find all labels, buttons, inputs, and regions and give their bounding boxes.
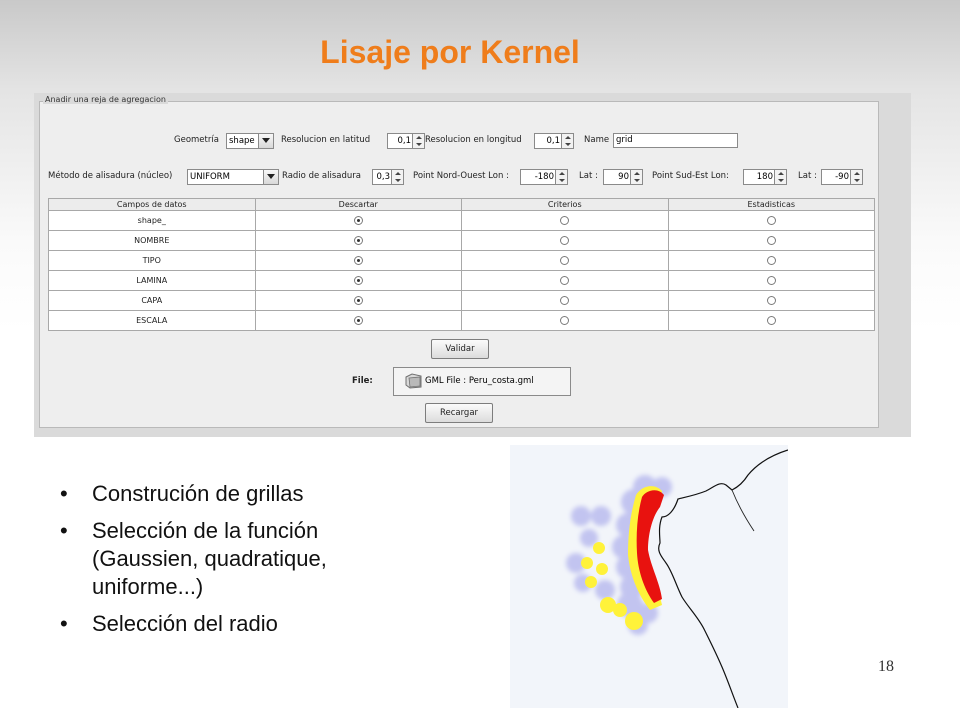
res-lat-value: 0,1 (397, 136, 411, 146)
border-line (732, 490, 754, 531)
metodo-select[interactable] (187, 169, 279, 185)
estadisticas-radio[interactable] (767, 236, 776, 245)
spinner-arrows-icon[interactable] (850, 170, 862, 184)
validar-button[interactable]: Validar (431, 339, 489, 359)
se-lon-value: 180 (756, 172, 773, 182)
res-lat-spinner[interactable] (387, 133, 425, 149)
geometria-value: shape (229, 136, 255, 146)
field-name-cell: TIPO (49, 251, 256, 271)
field-name-cell: CAPA (49, 291, 256, 311)
spinner-arrows-icon[interactable] (391, 170, 403, 184)
res-lon-value: 0,1 (546, 136, 560, 146)
aggregation-grid-panel (34, 93, 911, 437)
se-lon-spinner[interactable] (743, 169, 787, 185)
estadisticas-radio[interactable] (767, 216, 776, 225)
criterios-radio[interactable] (560, 256, 569, 265)
res-lon-label: Resolucion en longitud (425, 135, 522, 145)
geometria-label: Geometría (174, 135, 219, 145)
metodo-label: Método de alisadura (núcleo) (48, 171, 173, 181)
estadisticas-radio[interactable] (767, 296, 776, 305)
estadisticas-radio[interactable] (767, 276, 776, 285)
nw-lat-value: 90 (618, 172, 629, 182)
descartar-radio[interactable] (354, 236, 363, 245)
file-value: GML File : Peru_costa.gml (425, 376, 534, 386)
name-label: Name (584, 135, 610, 145)
page-number: 18 (878, 658, 894, 675)
nw-lat-spinner[interactable] (603, 169, 643, 185)
criterios-radio[interactable] (560, 216, 569, 225)
chevron-down-icon[interactable] (258, 134, 273, 148)
table-row (49, 211, 875, 231)
spinner-arrows-icon[interactable] (412, 134, 424, 148)
table-row (49, 311, 875, 331)
nw-lon-spinner[interactable] (520, 169, 568, 185)
se-lat-spinner[interactable] (821, 169, 863, 185)
bullet-item: • Construción de grillas (60, 480, 420, 508)
kernel-map (510, 445, 788, 708)
column-header[interactable]: Criterios (462, 199, 669, 211)
estadisticas-radio[interactable] (767, 316, 776, 325)
folder-icon (405, 373, 423, 389)
column-header[interactable]: Estadisticas (668, 199, 875, 211)
field-name-cell: NOMBRE (49, 231, 256, 251)
descartar-radio[interactable] (354, 216, 363, 225)
bullet-list (60, 480, 420, 647)
file-label: File: (352, 376, 373, 386)
nw-lon-label: Point Nord-Ouest Lon : (413, 171, 509, 181)
se-lat-label: Lat : (798, 171, 817, 181)
column-header[interactable]: Descartar (255, 199, 462, 211)
peru-coast-density-map (510, 445, 788, 708)
estadisticas-radio[interactable] (767, 256, 776, 265)
nw-lon-value: -180 (534, 172, 554, 182)
radio-spinner[interactable] (372, 169, 404, 185)
descartar-radio[interactable] (354, 316, 363, 325)
table-header-row (49, 199, 875, 211)
table-row (49, 291, 875, 311)
column-header[interactable]: Campos de datos (49, 199, 256, 211)
file-chooser-button[interactable] (393, 367, 571, 396)
descartar-radio[interactable] (354, 276, 363, 285)
nw-lat-label: Lat : (579, 171, 598, 181)
criterios-radio[interactable] (560, 316, 569, 325)
criterios-radio[interactable] (560, 236, 569, 245)
metodo-value: UNIFORM (190, 172, 230, 182)
spinner-arrows-icon[interactable] (555, 170, 567, 184)
name-input[interactable]: grid (613, 133, 738, 148)
se-lon-label: Point Sud-Est Lon: (652, 171, 729, 181)
fieldset-legend: Anadir una reja de agregacion (45, 95, 166, 104)
res-lat-label: Resolucion en latitud (281, 135, 371, 145)
coastline (659, 450, 788, 708)
fields-table (48, 198, 875, 331)
descartar-radio[interactable] (354, 256, 363, 265)
descartar-radio[interactable] (354, 296, 363, 305)
bullet-item: • Selección del radio (60, 610, 420, 638)
recargar-button[interactable]: Recargar (425, 403, 493, 423)
spinner-arrows-icon[interactable] (630, 170, 642, 184)
radio-value: 0,3 (376, 172, 390, 182)
spinner-arrows-icon[interactable] (774, 170, 786, 184)
table-row (49, 271, 875, 291)
field-name-cell: ESCALA (49, 311, 256, 331)
geometria-select[interactable] (226, 133, 274, 149)
field-name-cell: shape_ (49, 211, 256, 231)
radio-label: Radio de alisadura (282, 171, 361, 181)
criterios-radio[interactable] (560, 276, 569, 285)
chevron-down-icon[interactable] (263, 170, 278, 184)
res-lon-spinner[interactable] (534, 133, 574, 149)
se-lat-value: -90 (835, 172, 849, 182)
field-name-cell: LAMINA (49, 271, 256, 291)
slide-title: Lisaje por Kernel (320, 34, 580, 70)
aggregation-fieldset (39, 95, 879, 428)
criterios-radio[interactable] (560, 296, 569, 305)
spinner-arrows-icon[interactable] (561, 134, 573, 148)
table-row (49, 251, 875, 271)
table-row (49, 231, 875, 251)
bullet-item: • Selección de la función (Gaussien, quadratique, uniforme...) (60, 517, 420, 601)
